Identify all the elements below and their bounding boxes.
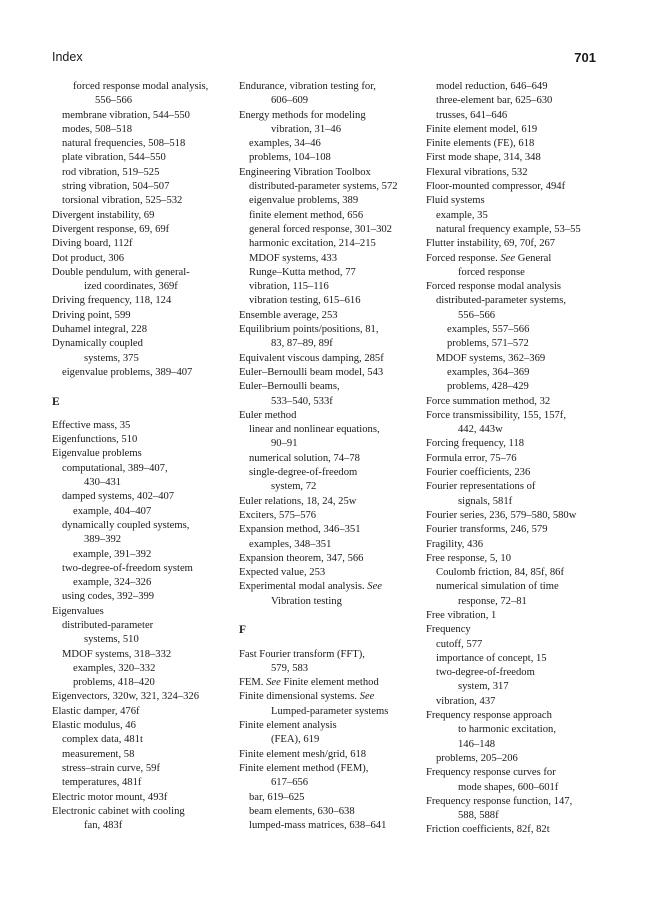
index-subentry: general forced response, 301–302 xyxy=(249,223,392,235)
index-entry xyxy=(239,580,411,594)
index-entry: Divergent response, 69, 69f xyxy=(52,223,170,235)
index-subentry: two-degree-of-freedom system xyxy=(62,562,193,574)
index-subentry: cutoff, 577 xyxy=(436,638,483,650)
index-entry: Euler–Bernoulli beams, xyxy=(239,381,340,393)
index-subentry: systems, 375 xyxy=(84,352,139,364)
index-entry: Divergent instability, 69 xyxy=(52,209,155,221)
index-subentry: Lumped-parameter systems xyxy=(271,705,389,717)
index-subentry: Runge–Kutta method, 77 xyxy=(249,266,356,278)
entry-text: Finite dimensional systems. xyxy=(239,691,360,703)
index-entry: Fourier representations of xyxy=(426,481,536,493)
index-subentry: Vibration testing xyxy=(271,595,342,607)
index-entry: Duhamel integral, 228 xyxy=(52,324,148,336)
index-entry: Free vibration, 1 xyxy=(426,609,497,621)
index-entry: Expansion method, 346–351 xyxy=(239,524,361,536)
index-subentry: problems, 418–420 xyxy=(73,677,155,689)
index-subentry: problems, 104–108 xyxy=(249,152,331,164)
index-subentry: example, 35 xyxy=(436,209,488,221)
index-subentry: 430–431 xyxy=(84,477,122,489)
index-subentry: two-degree-of-freedom xyxy=(436,667,535,679)
index-subentry: systems, 510 xyxy=(84,634,139,646)
index-entry: Expansion theorem, 347, 566 xyxy=(239,552,364,564)
index-subentry: 146–148 xyxy=(458,738,496,750)
index-subentry: Coulomb friction, 84, 85f, 86f xyxy=(436,567,564,579)
see-reference: See xyxy=(367,581,382,593)
index-subentry: 617–656 xyxy=(271,777,309,789)
index-subentry: vibration, 31–46 xyxy=(271,123,342,135)
index-subentry: membrane vibration, 544–550 xyxy=(62,109,190,121)
index-entry: Eigenvalue problems xyxy=(52,448,142,460)
index-subentry: (FEA), 619 xyxy=(271,734,320,746)
index-entry: Force transmissibility, 155, 157f, xyxy=(426,409,566,421)
index-subentry: 579, 583 xyxy=(271,662,309,674)
index-entry: Finite element mesh/grid, 618 xyxy=(239,748,367,760)
index-subentry: vibration testing, 615–616 xyxy=(249,295,361,307)
index-subentry: to harmonic excitation, xyxy=(458,724,556,736)
entry-text: Forced response. xyxy=(426,252,501,264)
index-subentry: examples, 348–351 xyxy=(249,538,332,550)
index-column-left xyxy=(52,80,224,833)
index-subentry: single-degree-of-freedom xyxy=(249,467,358,479)
index-entry: Frequency response approach xyxy=(426,710,552,722)
index-entry: Euler relations, 18, 24, 25w xyxy=(239,495,357,507)
index-subentry: rod vibration, 519–525 xyxy=(62,166,160,178)
index-subentry: forced response xyxy=(458,266,525,278)
index-subentry: forced response modal analysis, xyxy=(73,81,209,92)
index-subentry: fan, 483f xyxy=(84,820,123,832)
spacer xyxy=(52,380,224,394)
index-entry: Driving point, 599 xyxy=(52,309,131,321)
index-subentry: vibration, 437 xyxy=(436,695,496,707)
index-entry: Dynamically coupled xyxy=(52,338,143,350)
index-subentry: problems, 571–572 xyxy=(447,338,529,350)
index-entry: Force summation method, 32 xyxy=(426,395,551,407)
index-subentry: 556–566 xyxy=(458,309,496,321)
index-subentry: natural frequencies, 508–518 xyxy=(62,138,186,150)
index-subentry: 606–609 xyxy=(271,95,309,107)
section-heading: E xyxy=(52,395,60,408)
index-column-middle xyxy=(239,80,411,833)
section-heading: F xyxy=(239,624,247,637)
index-subentry: distributed-parameter xyxy=(62,619,154,631)
index-subentry: complex data, 481t xyxy=(62,734,143,746)
index-entry: Forcing frequency, 118 xyxy=(426,438,525,450)
spacer xyxy=(52,409,224,419)
index-entry: Free response, 5, 10 xyxy=(426,552,512,564)
index-subentry: linear and nonlinear equations, xyxy=(249,424,380,436)
index-subentry: damped systems, 402–407 xyxy=(62,491,175,503)
index-entry: Flexural vibrations, 532 xyxy=(426,166,528,178)
index-entry: Dot product, 306 xyxy=(52,252,125,264)
index-entry: Finite element analysis xyxy=(239,720,337,732)
index-entry: Fluid systems xyxy=(426,195,485,207)
index-entry: Eigenfunctions, 510 xyxy=(52,434,138,446)
index-subentry: trusses, 641–646 xyxy=(436,109,508,121)
index-entry: Ensemble average, 253 xyxy=(239,309,338,321)
page-number: 701 xyxy=(574,50,596,65)
index-subentry: 83, 87–89, 89f xyxy=(271,338,333,350)
index-entry: Frequency xyxy=(426,624,471,636)
index-entry: Elastic modulus, 46 xyxy=(52,720,136,732)
index-entry: Equilibrium points/positions, 81, xyxy=(239,324,379,336)
index-subentry: finite element method, 656 xyxy=(249,209,364,221)
index-entry: Equivalent viscous damping, 285f xyxy=(239,352,384,364)
page-title: Index xyxy=(52,50,83,64)
entry-text: Finite element method xyxy=(280,677,379,689)
index-entry: Frequency response curves for xyxy=(426,767,556,779)
index-subentry: measurement, 58 xyxy=(62,748,135,760)
index-subentry: harmonic excitation, 214–215 xyxy=(249,238,376,250)
index-subentry: MDOF systems, 318–332 xyxy=(62,648,172,660)
index-subentry: computational, 389–407, xyxy=(62,462,168,474)
index-subentry: response, 72–81 xyxy=(458,595,527,607)
index-entry xyxy=(426,252,598,266)
index-subentry: examples, 557–566 xyxy=(447,324,530,336)
index-subentry: example, 404–407 xyxy=(73,505,152,517)
index-entry: Eigenvectors, 320w, 321, 324–326 xyxy=(52,691,200,703)
index-entry: Elastic damper, 476f xyxy=(52,705,140,717)
index-entry: Electric motor mount, 493f xyxy=(52,791,168,803)
index-subentry: signals, 581f xyxy=(458,495,513,507)
index-subentry: lumped-mass matrices, 638–641 xyxy=(249,820,387,832)
index-subentry: string vibration, 504–507 xyxy=(62,181,170,193)
index-entry: Formula error, 75–76 xyxy=(426,452,517,464)
spacer xyxy=(239,638,411,648)
index-subentry: system, 317 xyxy=(458,681,509,693)
index-subentry: beam elements, 630–638 xyxy=(249,805,355,817)
index-subentry: vibration, 115–116 xyxy=(249,281,329,293)
index-subentry: modes, 508–518 xyxy=(62,123,133,135)
index-entry: Energy methods for modeling xyxy=(239,109,366,121)
index-column-right xyxy=(426,80,598,838)
index-entry: Forced response modal analysis xyxy=(426,281,562,293)
index-subentry: problems, 205–206 xyxy=(436,752,518,764)
see-reference: See xyxy=(500,252,516,264)
index-subentry: 588, 588f xyxy=(458,810,499,822)
index-entry: Fragility, 436 xyxy=(426,538,483,550)
index-subentry: 556–566 xyxy=(95,95,133,107)
index-subentry: system, 72 xyxy=(271,481,317,493)
index-subentry: three-element bar, 625–630 xyxy=(436,95,553,107)
index-entry: Fourier series, 236, 579–580, 580w xyxy=(426,509,577,521)
index-entry: Diving board, 112f xyxy=(52,238,133,250)
index-entry: Frequency response function, 147, xyxy=(426,795,573,807)
entry-text: General xyxy=(515,252,552,264)
index-subentry: bar, 619–625 xyxy=(249,791,305,803)
index-entry: Engineering Vibration Toolbox xyxy=(239,166,371,178)
index-subentry: problems, 428–429 xyxy=(447,381,529,393)
page-header xyxy=(52,50,596,68)
index-subentry: numerical solution, 74–78 xyxy=(249,452,360,464)
index-entry: Endurance, vibration testing for, xyxy=(239,81,376,92)
index-subentry: example, 324–326 xyxy=(73,577,152,589)
index-subentry: plate vibration, 544–550 xyxy=(62,152,166,164)
index-entry: Eigenvalues xyxy=(52,605,104,617)
index-subentry: MDOF systems, 433 xyxy=(249,252,337,264)
index-entry: Floor-mounted compressor, 494f xyxy=(426,181,566,193)
index-subentry: eigenvalue problems, 389–407 xyxy=(62,366,193,378)
index-subentry: numerical simulation of time xyxy=(436,581,559,593)
index-subentry: 442, 443w xyxy=(458,424,503,436)
index-entry xyxy=(239,690,411,704)
index-entry: First mode shape, 314, 348 xyxy=(426,152,541,164)
index-subentry: mode shapes, 600–601f xyxy=(458,781,559,793)
index-subentry: importance of concept, 15 xyxy=(436,652,547,664)
index-subentry: examples, 364–369 xyxy=(447,366,530,378)
index-entry: Effective mass, 35 xyxy=(52,419,131,431)
index-entry: Flutter instability, 69, 70f, 267 xyxy=(426,238,556,250)
see-reference: See xyxy=(266,677,281,689)
index-subentry: example, 391–392 xyxy=(73,548,152,560)
index-subentry: eigenvalue problems, 389 xyxy=(249,195,359,207)
index-subentry: using codes, 392–399 xyxy=(62,591,155,603)
index-entry: Fourier coefficients, 236 xyxy=(426,467,531,479)
index-subentry: torsional vibration, 525–532 xyxy=(62,195,183,207)
index-entry: Friction coefficients, 82f, 82t xyxy=(426,824,550,836)
index-entry: Electronic cabinet with cooling xyxy=(52,805,185,817)
index-subentry: 533–540, 533f xyxy=(271,395,333,407)
index-subentry: 90–91 xyxy=(271,438,298,450)
see-reference: See xyxy=(359,691,375,703)
index-entry: Exciters, 575–576 xyxy=(239,509,317,521)
entry-text: FEM. xyxy=(239,677,267,689)
index-entry: Fast Fourier transform (FFT), xyxy=(239,648,365,660)
index-entry xyxy=(239,676,411,690)
index-subentry: examples, 34–46 xyxy=(249,138,321,150)
index-subentry: temperatures, 481f xyxy=(62,777,142,789)
index-subentry: ized coordinates, 369f xyxy=(84,281,178,293)
index-subentry: dynamically coupled systems, xyxy=(62,519,190,531)
index-entry: Double pendulum, with general- xyxy=(52,266,190,278)
index-entry: Euler–Bernoulli beam model, 543 xyxy=(239,366,384,378)
index-entry: Finite element method (FEM), xyxy=(239,762,369,774)
index-entry: Driving frequency, 118, 124 xyxy=(52,295,172,307)
index-entry: Expected value, 253 xyxy=(239,567,326,579)
spacer xyxy=(239,609,411,623)
index-subentry: examples, 320–332 xyxy=(73,662,156,674)
index-entry: Euler method xyxy=(239,409,297,421)
index-subentry: distributed-parameter systems, 572 xyxy=(249,181,398,193)
index-entry: Finite element model, 619 xyxy=(426,123,538,135)
index-entry: Finite elements (FE), 618 xyxy=(426,138,535,150)
index-subentry: distributed-parameter systems, xyxy=(436,295,567,307)
index-subentry: model reduction, 646–649 xyxy=(436,81,548,92)
index-entry: Fourier transforms, 246, 579 xyxy=(426,524,548,536)
index-subentry: natural frequency example, 53–55 xyxy=(436,223,581,235)
entry-text: Experimental modal analysis. xyxy=(239,581,368,593)
index-subentry: MDOF systems, 362–369 xyxy=(436,352,546,364)
index-subentry: stress–strain curve, 59f xyxy=(62,762,160,774)
index-subentry: 389–392 xyxy=(84,534,122,546)
